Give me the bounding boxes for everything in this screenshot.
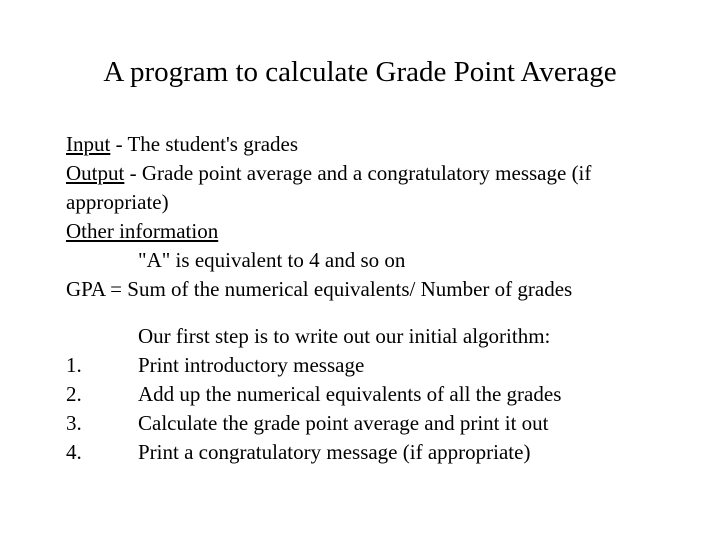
algorithm-step: [66, 380, 696, 409]
step-text: Print a congratulatory message (if appropriate): [138, 440, 531, 464]
output-line: [66, 159, 696, 188]
algorithm-step: [66, 409, 696, 438]
gpa-formula: GPA = Sum of the numerical equivalents/ Number of grades: [66, 277, 573, 301]
output-label: Output: [66, 161, 125, 185]
algorithm-step: [66, 351, 696, 380]
input-text: - The student's grades: [110, 132, 299, 156]
other-info-line: [66, 217, 696, 246]
step-number: 3.: [66, 411, 82, 435]
input-line: [66, 130, 696, 159]
step-number: 4.: [66, 440, 82, 464]
slide-body: [66, 130, 696, 467]
spacer: [66, 304, 696, 322]
step-number: 2.: [66, 382, 82, 406]
step-text: Print introductory message: [138, 353, 365, 377]
output-text: - Grade point average and a congratulatory message (if: [124, 161, 592, 185]
output-line-continued: appropriate): [66, 190, 169, 214]
slide-title: A program to calculate Grade Point Average: [103, 56, 617, 88]
other-info-label: Other information: [66, 219, 219, 243]
step-text: Add up the numerical equivalents of all the grades: [138, 382, 562, 406]
algorithm-steps: [66, 351, 696, 467]
step-text: Calculate the grade point average and print it out: [138, 411, 549, 435]
algorithm-step: [66, 438, 696, 467]
other-info-detail: "A" is equivalent to 4 and so on: [138, 248, 406, 272]
step-number: 1.: [66, 353, 82, 377]
algorithm-intro: Our first step is to write out our initial algorithm:: [138, 324, 551, 348]
input-label: Input: [66, 132, 111, 156]
